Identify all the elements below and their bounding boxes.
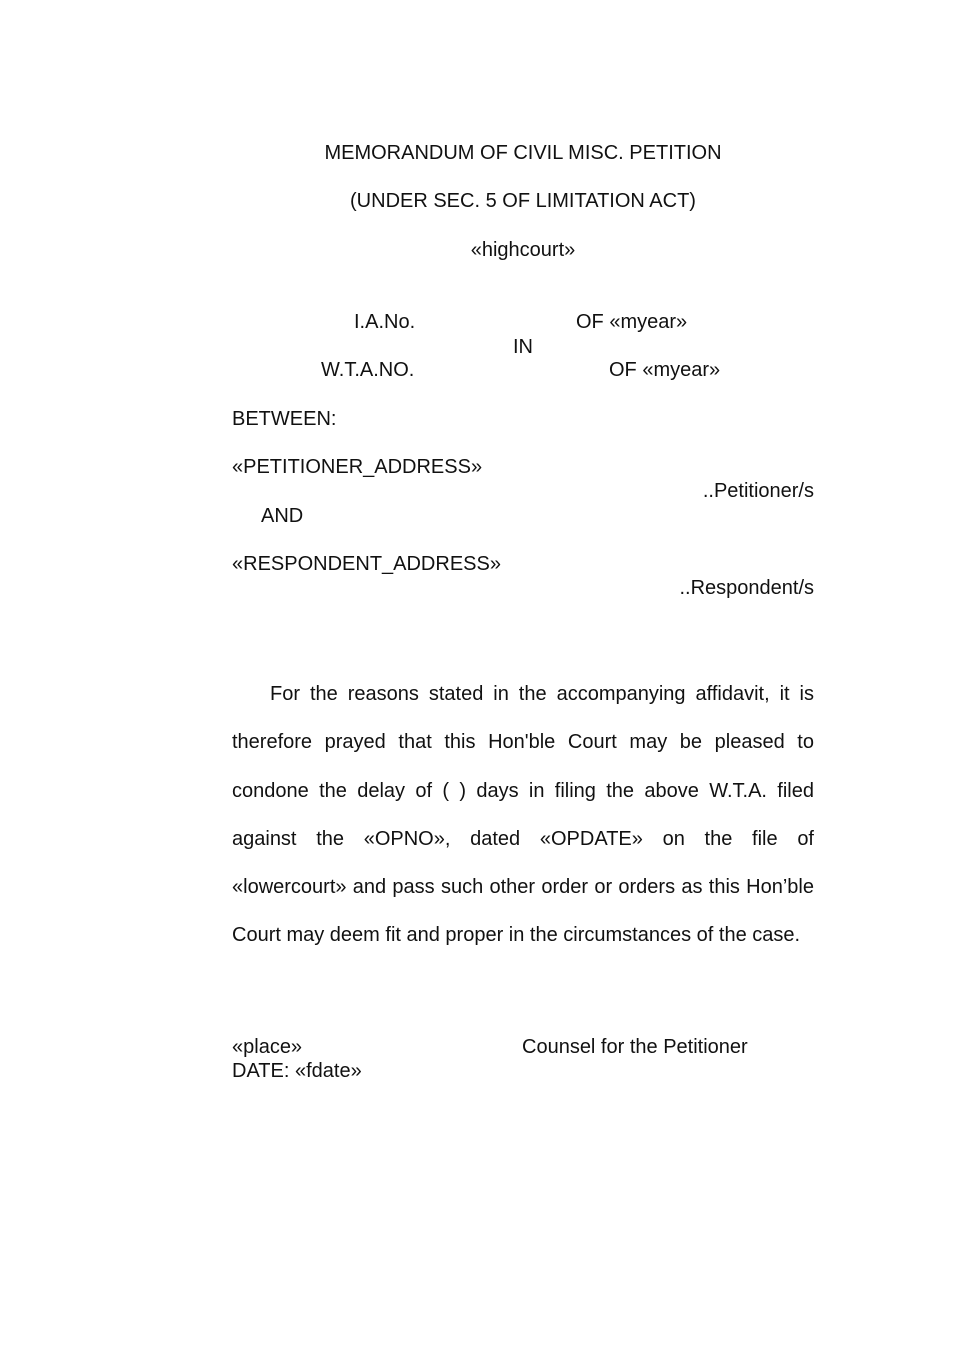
petitioner-role: ..Petitioner/s [702,480,814,502]
place-field: «place» [232,1036,303,1058]
wta-year: OF «myear» [609,359,721,381]
in-label: IN [513,336,533,358]
respondent-role: ..Respondent/s [679,577,814,599]
date-field: DATE: «fdate» [232,1060,362,1082]
respondent-address: «RESPONDENT_ADDRESS» [232,553,501,575]
document-title: MEMORANDUM OF CIVIL MISC. PETITION [324,142,722,164]
and-label: AND [261,505,304,527]
petitioner-address: «PETITIONER_ADDRESS» [232,456,483,478]
ia-number-label: I.A.No. [354,311,416,333]
wta-number-label: W.T.A.NO. [321,359,415,381]
counsel-signature-label: Counsel for the Petitioner [522,1036,748,1058]
between-label: BETWEEN: [232,408,337,430]
document-subtitle: (UNDER SEC. 5 OF LIMITATION ACT) [350,190,696,212]
court-name: «highcourt» [470,239,576,261]
prayer-paragraph: For the reasons stated in the accompanying affidavit, it is therefore prayed that this Hon'ble Court may be pleased to condone the delay of ( ) days in filing the above W.T.A. filed against the «OPNO», dated «OPDATE» on the file of «lowercourt» and pass such other order or orders as this Hon’ble Court may deem fit and proper in the circumstances of the case. [232,683,814,947]
ia-year: OF «myear» [576,311,688,333]
